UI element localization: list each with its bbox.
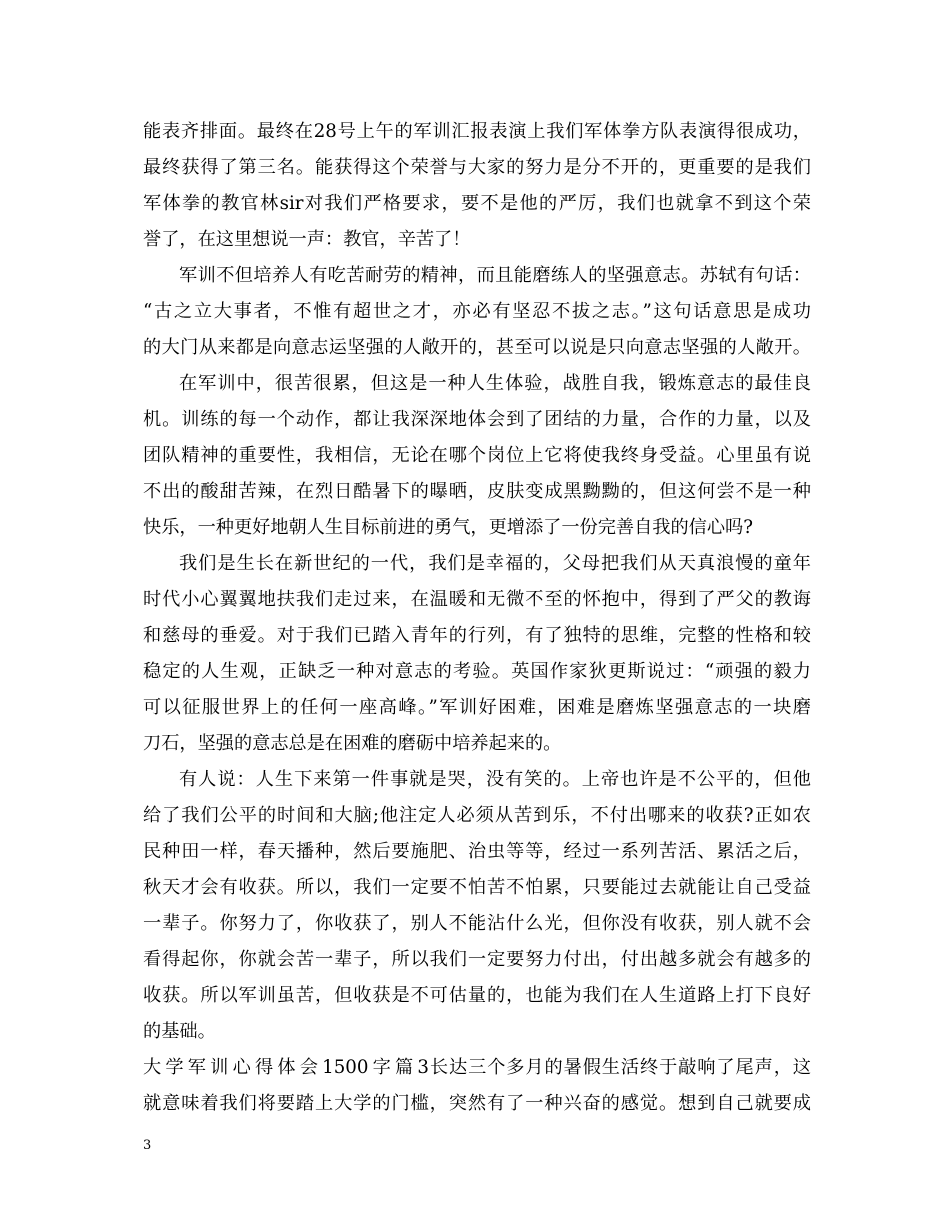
paragraph-line: 给了我们公平的时间和大脑;他注定人必须从苦到乐，不付出哪来的收获?正如农 — [143, 805, 811, 826]
paragraph-line: 军体拳的教官林sir对我们严格要求，要不是他的严厉，我们也就拿不到这个荣 — [143, 193, 811, 214]
paragraph-line: 看得起你，你就会苦一辈子，所以我们一定要努力付出，付出越多就会有越多的 — [143, 949, 811, 970]
paragraph-line: 机。训练的每一个动作，都让我深深地体会到了团结的力量，合作的力量，以及 — [143, 409, 811, 430]
paragraph-line: 快乐，一种更好地朝人生目标前进的勇气，更增添了一份完善自我的信心吗? — [143, 517, 753, 538]
section-heading-continuation: 长达三个多月的暑假生活终于敲响了尾声，这 — [429, 1057, 811, 1078]
paragraph-line: 收获。所以军训虽苦，但收获是不可估量的，也能为我们在人生道路上打下良好 — [143, 985, 811, 1006]
paragraph-line: 和慈母的垂爱。对于我们已踏入青年的行列，有了独特的思维，完整的性格和较 — [143, 625, 811, 646]
section-heading: 大学军训心得体会1500字篇3 — [143, 1057, 429, 1078]
paragraph-line: 稳定的人生观，正缺乏一种对意志的考验。英国作家狄更斯说过：“顽强的毅力 — [143, 661, 811, 682]
paragraph-line: 不出的酸甜苦辣，在烈日酷暑下的曝晒，皮肤变成黑黝黝的，但这何尝不是一种 — [143, 481, 811, 502]
paragraph-line: 就意味着我们将要踏上大学的门槛，突然有了一种兴奋的感觉。想到自己就要成 — [143, 1093, 811, 1114]
paragraph-line: 秋天才会有收获。所以，我们一定要不怕苦不怕累，只要能过去就能让自己受益 — [143, 877, 811, 898]
paragraph-line: 有人说：人生下来第一件事就是哭，没有笑的。上帝也许是不公平的，但他 — [179, 769, 811, 790]
paragraph-line: 时代小心翼翼地扶我们走过来，在温暖和无微不至的怀抱中，得到了严父的教诲 — [143, 589, 811, 610]
paragraph-line: 一辈子。你努力了，你收获了，别人不能沾什么光，但你没有收获，别人就不会 — [143, 913, 811, 934]
paragraph-line: 的基础。 — [143, 1021, 216, 1042]
paragraph-line: 最终获得了第三名。能获得这个荣誉与大家的努力是分不开的，更重要的是我们 — [143, 157, 811, 178]
page-number: 3 — [143, 1138, 152, 1153]
paragraph-line: 军训不但培养人有吃苦耐劳的精神，而且能磨练人的坚强意志。苏轼有句话： — [179, 265, 811, 286]
paragraph-line: 在军训中，很苦很累，但这是一种人生体验，战胜自我，锻炼意志的最佳良 — [179, 373, 811, 394]
body-text — [143, 114, 811, 1122]
paragraph-line: 刀石，坚强的意志总是在困难的磨砺中培养起来的。 — [143, 733, 562, 754]
paragraph-line: 的大门从来都是向意志运坚强的人敞开的，甚至可以说是只向意志坚强的人敞开。 — [143, 337, 811, 358]
paragraph-line: 我们是生长在新世纪的一代，我们是幸福的，父母把我们从天真浪慢的童年 — [179, 553, 811, 574]
section-heading-line — [143, 1050, 811, 1086]
paragraph-line: 民种田一样，春天播种，然后要施肥、治虫等等，经过一系列苦活、累活之后， — [143, 841, 811, 862]
paragraph-line: “古之立大事者，不惟有超世之才，亦必有坚忍不拔之志。”这句话意思是成功 — [143, 301, 811, 322]
paragraph-line: 誉了，在这里想说一声：教官，辛苦了！ — [143, 229, 471, 250]
paragraph-line: 可以征服世界上的任何一座高峰。”军训好困难，困难是磨炼坚强意志的一块磨 — [143, 697, 811, 718]
paragraph-line: 团队精神的重要性，我相信，无论在哪个岗位上它将使我终身受益。心里虽有说 — [143, 445, 811, 466]
paragraph-line: 能表齐排面。最终在28号上午的军训汇报表演上我们军体拳方队表演得很成功， — [143, 121, 811, 142]
